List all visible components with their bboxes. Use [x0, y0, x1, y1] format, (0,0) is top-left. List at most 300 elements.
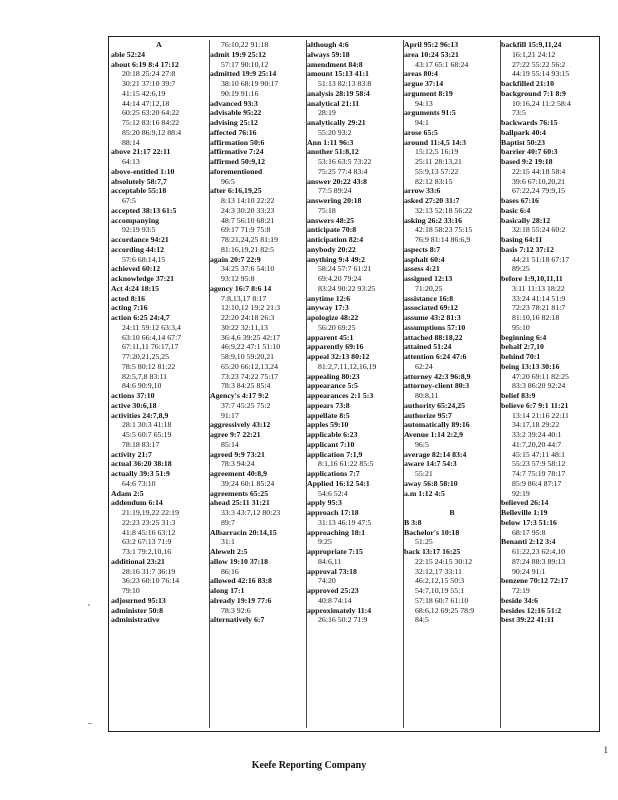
index-entry-continuation: 94:1	[415, 118, 429, 127]
index-entry-continuation: 3:11 11:13 18:22	[512, 283, 565, 293]
index-entry: another 51:8,12	[307, 147, 359, 157]
index-entry-continuation: 76:10,22 91:18	[221, 40, 269, 49]
index-entry-continuation: 73:1 79:2,10,16	[122, 547, 172, 556]
index-entry: alternatively 6:7	[210, 615, 265, 625]
index-entry: believed 26:14	[501, 498, 549, 508]
index-entry: actions 37:10	[111, 391, 155, 400]
index-column-1	[111, 40, 207, 728]
index-entry: achieved 60:12	[111, 264, 161, 274]
index-entry-continuation: 48:7 56:10 68:21	[221, 215, 275, 225]
index-entry-continuation: 55:9,13 57:22	[415, 166, 459, 176]
index-entry: anticipate 70:8	[307, 225, 357, 235]
index-entry-continuation: 75:25 77:4 83:4	[318, 166, 368, 176]
index-entry: apologize 48:22	[307, 313, 359, 322]
index-entry-continuation: 46:9,22 47:1 51:10	[221, 342, 281, 352]
index-entry: appropriate 7:15	[307, 547, 363, 556]
index-entry: admitted 19:9 25:14	[210, 69, 277, 79]
index-entry: basically 28:12	[501, 215, 551, 225]
index-entry: agreements 65:25	[210, 488, 269, 498]
index-entry: approach 17:18	[307, 508, 359, 517]
page-number: 1	[603, 745, 608, 755]
index-entry: approximately 11:4	[307, 605, 372, 615]
index-entry: agreed 9:9 73:21	[210, 449, 265, 459]
index-entry-continuation: 94:13	[415, 98, 433, 108]
index-entry-continuation: 53:16 63:5 73:22	[318, 157, 372, 166]
index-entry: aggressively 43:12	[210, 420, 271, 430]
index-entry: affected 76:16	[210, 127, 257, 137]
index-entry: anytime 12:6	[307, 293, 351, 303]
index-entry-continuation: 8:13 14:10 22:22	[221, 196, 275, 205]
index-entry-continuation: 57:18 60:7 61:10	[415, 595, 469, 605]
index-entry: amendment 84:8	[307, 59, 363, 69]
index-entry: ballpark 40:4	[501, 127, 546, 137]
index-entry: above-entitled 1:10	[111, 166, 175, 176]
index-entry-continuation: 54:6 52:4	[318, 488, 348, 498]
index-entry: aware 14:7 54:3	[404, 459, 457, 469]
index-entry-continuation: 41:7,20,20 44:7	[512, 439, 562, 449]
index-entry-continuation: 51:25	[415, 537, 433, 547]
index-entry-continuation: 72:19	[512, 586, 530, 595]
index-entry: again 20:7 22:9	[210, 254, 261, 264]
index-entry-continuation: 89:25	[512, 264, 530, 274]
index-entry-continuation: 82:12 83:15	[415, 176, 453, 186]
index-entry-continuation: 92:19	[512, 488, 530, 498]
index-entry-continuation: 74:20	[318, 576, 336, 586]
index-entry: allow 19:10 37:18	[210, 556, 269, 566]
index-entry: backfill 15:9,11,24	[501, 40, 562, 49]
index-entry: affirmative 7:24	[210, 147, 264, 157]
index-entry-continuation: 84:6 90:9,10	[122, 381, 162, 391]
index-entry-continuation: 83:3 86:20 92:24	[512, 381, 566, 391]
index-entry: beginning 6:4	[501, 332, 547, 342]
index-entry: best 39:22 41:11	[501, 615, 555, 625]
index-entry: apples 59:10	[307, 420, 349, 430]
index-entry: administrative	[111, 615, 160, 625]
index-entry-continuation: 41:8 45:16 63:12	[122, 527, 176, 537]
index-entry: bases 67:16	[501, 196, 539, 205]
index-entry: Adam 2:5	[111, 488, 144, 498]
index-entry-continuation: 81:2,7,11,12,16,19	[318, 361, 377, 371]
index-entry: authorize 95:7	[404, 410, 452, 420]
index-entry-continuation: 63:2 67:13 71:9	[122, 537, 172, 547]
index-entry-continuation: 41:15 42:6,19	[122, 88, 166, 98]
index-entry-continuation: 40:8 74:14	[318, 595, 352, 605]
index-entry-continuation: 73:5	[512, 108, 526, 118]
index-entry-continuation: 81:10,16 82:18	[512, 313, 560, 322]
index-entry-continuation: 71:20,25	[415, 283, 443, 293]
index-entry-continuation: 68:6,12 69:25 78:9	[415, 605, 475, 615]
index-entry: advisable 95:22	[210, 108, 262, 118]
index-entry-continuation: 87:24 88:3 89:13	[512, 556, 566, 566]
index-entry: approved 25:23	[307, 586, 359, 595]
index-entry: attained 51:24	[404, 342, 452, 352]
index-entry-continuation: 95:10	[512, 322, 530, 332]
index-entry: Belleville 1:19	[501, 508, 548, 517]
index-entry-continuation: 67:5	[122, 196, 136, 205]
index-entry-continuation: 60:25 63:20 64:22	[122, 108, 180, 118]
index-entry: amount 15:13 41:1	[307, 69, 369, 79]
index-entry-continuation: 68:17 95:8	[512, 527, 546, 537]
index-entry-continuation: 22:20 24:18 26:3	[221, 313, 275, 322]
index-entry: acceptable 55:18	[111, 186, 167, 196]
index-entry-continuation: 28:19	[318, 108, 336, 118]
index-entry: acknowledge 37:21	[111, 274, 175, 283]
index-entry: activities 24:7,8,9	[111, 410, 169, 420]
index-entry: above 21:17 22:11	[111, 147, 171, 157]
index-entry: Applied 16:12 54:1	[307, 478, 370, 488]
index-entry-continuation: 34:25 37:6 54:10	[221, 264, 275, 274]
index-entry: arguments 91:5	[404, 108, 456, 118]
index-entry: apply 95:3	[307, 498, 342, 508]
index-entry: administer 50:8	[111, 605, 164, 615]
index-entry: appellate 8:5	[307, 410, 350, 420]
index-entry: arrow 33:6	[404, 186, 441, 196]
index-entry: aforementioned	[210, 166, 263, 176]
index-entry-continuation: 33:2 39:24 40:1	[512, 430, 562, 439]
margin-mark: _	[88, 716, 92, 725]
index-entry: assistance 16:8	[404, 293, 454, 303]
index-entry-continuation: 32:12,17 33:11	[415, 566, 462, 576]
index-entry-continuation: 78:3 92:6	[221, 605, 251, 615]
index-entry-continuation: 51:13 82:13 83:8	[318, 79, 372, 88]
index-entry-continuation: 39:24 60:1 85:24	[221, 478, 275, 488]
index-entry-continuation: 88:14	[122, 137, 140, 147]
index-entry: appears 73:8	[307, 400, 350, 410]
index-entry: able 52:24	[111, 49, 146, 59]
index-entry-continuation: 55:21	[415, 469, 433, 478]
index-entry-continuation: 30:21 37:10 39:7	[122, 79, 176, 88]
index-entry: assigned 12:13	[404, 274, 453, 283]
index-entry: actually 39:3 51:9	[111, 469, 170, 478]
index-entry-continuation: 54:7,10,19 55:1	[415, 586, 465, 595]
index-entry: apparent 45:1	[307, 332, 354, 342]
index-entry: argue 37:14	[404, 79, 444, 88]
index-entry-continuation: 32:13 52:18 56:22	[415, 205, 473, 215]
index-entry: although 4:6	[307, 40, 349, 49]
index-entry-continuation: 63:10 66:4,14 67:7	[122, 332, 182, 342]
index-entry: agree 9:7 22:21	[210, 430, 261, 439]
index-entry: applications 7:7	[307, 469, 360, 478]
index-entry-continuation: 80:8,11	[415, 391, 439, 400]
index-entry-continuation: 91:17	[221, 410, 239, 420]
index-column-2	[209, 40, 306, 728]
index-letter-heading: B	[449, 508, 455, 517]
index-entry: Act 4:24 18:15	[111, 283, 160, 293]
index-entry: basic 6:4	[501, 205, 531, 215]
index-entry-continuation: 85:20 86:9,12 88:4	[122, 127, 182, 137]
index-entry: April 95:2 96:13	[404, 40, 459, 49]
index-entry-continuation: 31:13 46:19 47:5	[318, 517, 372, 527]
index-spacer	[404, 498, 500, 508]
index-entry-continuation: 25:11 28:13,21	[415, 157, 462, 166]
index-entry-continuation: 62:24	[415, 361, 433, 371]
index-entry: barrier 40:7 60:3	[501, 147, 558, 157]
index-entry: Baptist 50:23	[501, 137, 545, 147]
index-entry-continuation: 77:20,21,25,25	[122, 352, 169, 361]
index-entry: based 9:2 19:18	[501, 157, 553, 166]
index-entry-continuation: 90:24 91:1	[512, 566, 546, 576]
index-entry-continuation: 58:24 57:7 61:21	[318, 264, 372, 274]
index-entry: analysis 28:19 58:4	[307, 88, 370, 98]
index-entry-continuation: 38:10 68:19 90:17	[221, 79, 279, 88]
index-entry: automatically 89:16	[404, 420, 470, 430]
index-entry-continuation: 10:16,24 11:2 58:4	[512, 98, 571, 108]
index-entry-continuation: 20:18 25:24 27:8	[122, 69, 176, 79]
index-entry: accompanying	[111, 215, 160, 225]
index-entry-continuation: 12:10,12 19:2 21:3	[221, 303, 281, 313]
index-entry-continuation: 9:25	[318, 537, 332, 547]
index-entry: active 30:6,18	[111, 400, 157, 410]
index-entry: adjourned 95:13	[111, 595, 166, 605]
index-entry: argument 8:19	[404, 88, 453, 98]
index-entry: anything 9:4 49:2	[307, 254, 366, 264]
index-entry-continuation: 22:23 23:25 31:3	[122, 517, 176, 527]
index-entry: advising 25:12	[210, 118, 258, 127]
index-entry: agreement 40:8,9	[210, 469, 268, 478]
index-entry: about 6:19 8:4 17:12	[111, 59, 179, 69]
index-entry: asphalt 60:4	[404, 254, 445, 264]
index-entry: Avenue 1:14 2:2,9	[404, 430, 463, 439]
index-entry: background 7:1 8:9	[501, 88, 566, 98]
index-entry: activity 21:7	[111, 449, 152, 459]
index-entry-continuation: 26:16 50:2 71:9	[318, 615, 368, 625]
index-entry: answers 48:25	[307, 215, 354, 225]
index-entry: belief 83:9	[501, 391, 536, 400]
index-entry: Albarracin 20:14,15	[210, 527, 277, 537]
index-entry-continuation: 61:22,23 62:4,10	[512, 547, 566, 556]
index-entry-continuation: 44:19 55:14 93:15	[512, 69, 570, 79]
index-entry-continuation: 42:18 58:23 75:15	[415, 225, 473, 235]
index-entry: already 19:19 77:6	[210, 595, 272, 605]
index-entry: additional 23:21	[111, 556, 165, 566]
index-entry: appearances 2:1 5:3	[307, 391, 374, 400]
index-entry: applicable 6:23	[307, 430, 358, 439]
index-entry: applicant 7:10	[307, 439, 355, 449]
index-frame	[108, 36, 600, 732]
index-entry-continuation: 82:5,7,8 83:11	[122, 371, 167, 381]
index-entry-continuation: 34:17,18 29:22	[512, 420, 560, 430]
index-entry-continuation: 21:19,19,22 22:19	[122, 508, 179, 517]
index-entry: anyway 17:3	[307, 303, 349, 313]
index-entry-continuation: 78:3 94:24	[221, 459, 255, 469]
index-entry-continuation: 74:7 75:19 78:17	[512, 469, 566, 478]
index-entry: behalf 2:7,10	[501, 342, 544, 352]
index-entry-continuation: 75:18	[318, 205, 336, 215]
index-entry-continuation: 22:15 24:15 30:12	[415, 556, 473, 566]
index-entry-continuation: 78:3 84:25 85:4	[221, 381, 271, 391]
index-entry: appeal 32:13 80:12	[307, 352, 370, 361]
index-entry: allowed 42:16 83:8	[210, 576, 272, 586]
index-entry: assumptions 57:10	[404, 322, 466, 332]
index-entry-continuation: 46:2,12,15 50:3	[415, 576, 465, 586]
index-entry-continuation: 86:16	[221, 566, 239, 576]
index-entry: attention 6:24 47:6	[404, 352, 467, 361]
index-entry: answer 20:22 43:8	[307, 176, 368, 186]
index-entry: affirmed 50:9,12	[210, 157, 265, 166]
index-entry-continuation: 84:6,11	[318, 556, 342, 566]
index-entry: actual 36:20 38:18	[111, 459, 172, 469]
index-entry-continuation: 96:5	[221, 176, 235, 186]
index-entry-continuation: 7:8,13,17 8:17	[221, 293, 267, 303]
index-entry: Alewelt 2:5	[210, 547, 248, 556]
index-entry-continuation: 47:20 69:11 82:25	[512, 371, 569, 381]
index-entry: associated 69:12	[404, 303, 458, 313]
index-entry: backfilled 21:10	[501, 79, 555, 88]
index-entry: Agency's 4:17 9:2	[210, 391, 269, 400]
index-entry-continuation: 92:19 93:5	[122, 225, 156, 235]
index-entry: according 44:12	[111, 244, 165, 254]
index-entry: behind 70:1	[501, 352, 541, 361]
index-entry-continuation: 33:24 41:14 51:9	[512, 293, 566, 303]
index-entry-continuation: 85:14	[221, 439, 239, 449]
index-entry-continuation: 67:22,24 79:9,15	[512, 186, 566, 196]
index-entry: basis 7:12 37:12	[501, 244, 554, 254]
index-entry-continuation: 78:18 83:17	[122, 439, 160, 449]
index-entry-continuation: 28:16 31:7 36:19	[122, 566, 176, 576]
index-entry-continuation: 44:21 51:18 67:17	[512, 254, 570, 264]
index-entry-continuation: 44:14 47:12,18	[122, 98, 170, 108]
index-entry-continuation: 43:17 65:1 68:24	[415, 59, 469, 69]
index-entry: absolutely 58:7,7	[111, 176, 167, 186]
index-entry: arose 65:5	[404, 127, 438, 137]
index-entry-continuation: 28:1 30:3 41:18	[122, 420, 172, 430]
index-entry-continuation: 32:18 55:24 60:2	[512, 225, 566, 235]
index-entry: a.m 1:12 4:5	[404, 488, 445, 498]
index-entry-continuation: 8:1,16 61:22 85:5	[318, 459, 374, 469]
index-entry: addendum 6:14	[111, 498, 163, 508]
index-entry-continuation: 56:20 69:25	[318, 322, 356, 332]
index-entry: anybody 20:22	[307, 244, 356, 254]
index-entry-continuation: 90:19 91:16	[221, 88, 259, 98]
index-entry: after 6:16,19,25	[210, 186, 262, 196]
index-entry-continuation: 72:23 78:21 81:7	[512, 303, 566, 313]
index-entry: authority 65:24,25	[404, 400, 466, 410]
index-entry-continuation: 69:17 71:9 75:8	[221, 225, 271, 235]
footer-company: Keefe Reporting Company	[251, 760, 367, 771]
index-entry-continuation: 57:17 90:10,12	[221, 59, 269, 69]
index-entry: assume 43:2 81:3	[404, 313, 461, 322]
index-entry: back 13:17 16:25	[404, 547, 461, 556]
index-entry-continuation: 79:10	[122, 586, 140, 595]
index-entry-continuation: 13:14 21:16 22:11	[512, 410, 569, 420]
index-entry-continuation: 58:9,10 59:20,21	[221, 352, 275, 361]
index-entry: approaching 18:1	[307, 527, 366, 537]
index-entry-continuation: 75:12 83:16 84:22	[122, 118, 180, 127]
index-entry: asked 27:20 31:7	[404, 196, 460, 205]
index-entry-continuation: 15:12,5 16:19	[415, 147, 459, 157]
index-entry-continuation: 55:20 93:2	[318, 127, 352, 137]
index-entry: application 7:1,9	[307, 449, 363, 459]
index-entry-continuation: 83:24 90:22 93:25	[318, 283, 376, 293]
index-entry: Bachelor's 10:18	[404, 527, 460, 537]
index-entry: aspects 8:7	[404, 244, 441, 254]
index-entry-continuation: 22:15 44:18 58:4	[512, 166, 566, 176]
index-entry: action 6:25 24:4,7	[111, 313, 170, 322]
index-entry: analytically 29:21	[307, 118, 366, 127]
index-entry-continuation: 81:16,19,21 82:5	[221, 244, 275, 254]
index-entry: below 17:3 51:16	[501, 517, 557, 527]
index-entry-continuation: 27:22 55:22 56:2	[512, 59, 566, 69]
index-entry: around 11:4,5 14:3	[404, 137, 467, 147]
index-entry: areas 80:4	[404, 69, 438, 79]
index-entry: backwards 76:15	[501, 118, 558, 127]
index-entry: advanced 93:3	[210, 98, 258, 108]
index-entry-continuation: 77:5 89:24	[318, 186, 352, 196]
index-entry: asking 26:2 33:16	[404, 215, 463, 225]
index-entry: along 17:1	[210, 586, 245, 595]
index-entry-continuation: 24:11 59:12 63:3,4	[122, 322, 181, 332]
index-entry: beside 34:6	[501, 595, 539, 605]
index-entry: admit 19:9 25:12	[210, 49, 266, 59]
index-entry: besides 12:16 51:2	[501, 605, 562, 615]
index-entry-continuation: 89:7	[221, 517, 235, 527]
index-entry: B 3:8	[404, 517, 422, 527]
index-entry: accordance 94:21	[111, 235, 169, 244]
index-entry: analytical 21:11	[307, 98, 360, 108]
index-entry: Benanti 2:12 3:4	[501, 537, 556, 547]
index-entry-continuation: 84:5	[415, 615, 429, 625]
index-entry-continuation: 45:15 47:11 48:1	[512, 449, 565, 459]
index-entry-continuation: 24:3 30:20 33:23	[221, 205, 275, 215]
index-entry: appealing 80:23	[307, 371, 360, 381]
index-entry: approval 73:18	[307, 566, 357, 576]
index-entry: average 82:14 83:4	[404, 449, 467, 459]
index-entry-continuation: 33:3 43:7,12 80:23	[221, 508, 281, 517]
index-entry-continuation: 36:23 60:10 76:14	[122, 576, 180, 586]
index-entry: assess 4:21	[404, 264, 440, 274]
index-entry-continuation: 67:11,11 76:17,17	[122, 342, 179, 352]
index-entry-continuation: 78:21,24,25 81:19	[221, 235, 278, 244]
index-entry: affirmation 50:6	[210, 137, 265, 147]
margin-mark: ,	[88, 598, 90, 607]
index-entry-continuation: 85:9 86:4 87:17	[512, 478, 562, 488]
index-entry: appearance 5:5	[307, 381, 358, 391]
index-entry: away 56:8 58:10	[404, 478, 458, 488]
index-column-4	[403, 40, 500, 728]
index-entry: area 10:24 53:21	[404, 49, 459, 59]
index-entry: Ann 1:11 96:3	[307, 137, 354, 147]
index-entry-continuation: 30:22 32:11,13	[221, 322, 268, 332]
index-entry: believe 6:7 9:1 11:21	[501, 400, 569, 410]
index-entry-continuation: 16:1,21 24:12	[512, 49, 556, 59]
index-entry-continuation: 69:4,20 79:24	[318, 274, 362, 283]
index-entry-continuation: 76:9 81:14 86:6,9	[415, 235, 471, 244]
index-letter-heading: A	[156, 40, 162, 49]
index-entry: accepted 38:13 61:5	[111, 205, 177, 215]
index-entry: attorney-client 80:3	[404, 381, 470, 391]
index-entry: being 13:13 30:16	[501, 361, 560, 371]
index-entry: ahead 25:11 31:21	[210, 498, 270, 508]
index-entry: attached 88:18,22	[404, 332, 463, 342]
index-entry: answering 20:18	[307, 196, 362, 205]
index-entry-continuation: 64:13	[122, 157, 140, 166]
index-entry-continuation: 39:6 67:10,20,21	[512, 176, 566, 186]
index-entry-continuation: 96:5	[415, 439, 429, 449]
index-entry: always 59:18	[307, 49, 350, 59]
index-column-3	[306, 40, 403, 728]
index-entry-continuation: 45:5 60:7 65:19	[122, 430, 172, 439]
index-entry: apparently 69:16	[307, 342, 364, 352]
index-entry-continuation: 64:6 73:10	[122, 478, 156, 488]
index-entry: benzene 70:12 72:17	[501, 576, 569, 586]
index-entry: before 1:9,10,11,11	[501, 274, 563, 283]
index-entry: acting 7:16	[111, 303, 148, 313]
index-entry-continuation: 37:7 45:25 75:2	[221, 400, 271, 410]
index-entry-continuation: 31:1	[221, 537, 235, 547]
index-entry-continuation: 55:23 57:9 58:12	[512, 459, 566, 469]
index-entry-continuation: 93:12 95:8	[221, 274, 255, 283]
index-entry: attorney 42:3 96:8,9	[404, 371, 471, 381]
